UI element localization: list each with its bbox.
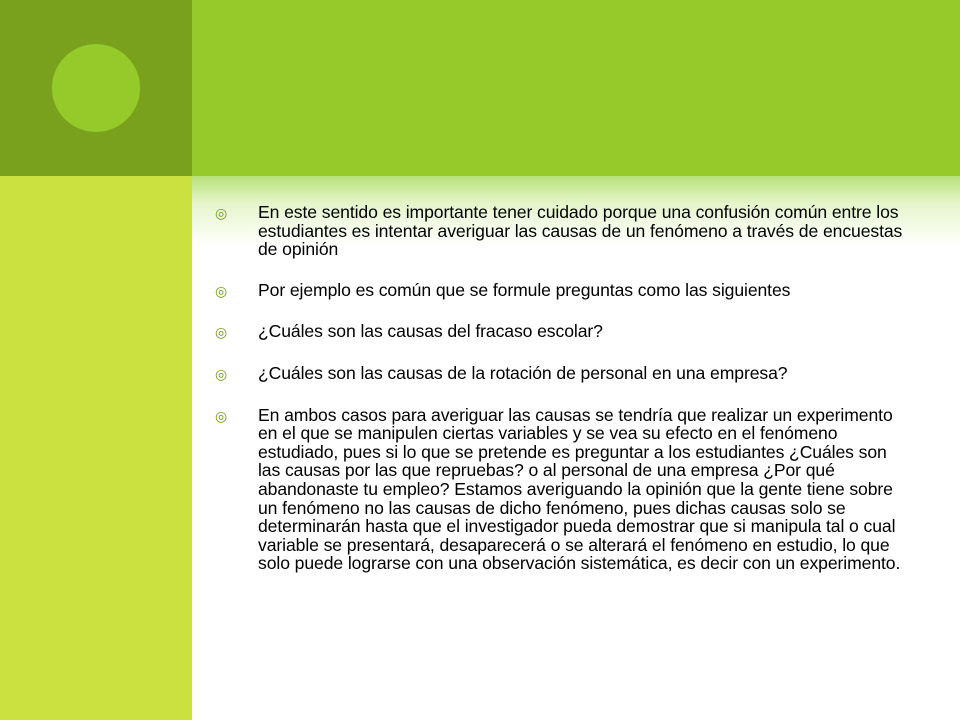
bullet-text: ¿Cuáles son las causas de la rotación de personal en una empresa? <box>258 362 788 383</box>
bullet-item <box>215 364 905 384</box>
ring-bullet-icon: ◎ <box>215 407 228 424</box>
bullet-text: En ambos casos para averiguar las causas se tendría que realizar un experimento en el que se manipulen ciertas variables y se vea su efecto en el fenómeno estudiado, pues si lo que se pretende es preguntar a los estudiantes ¿Cuáles son las causas por las que repruebas? o al personal de una empresa ¿Por qué abandonaste tu empleo? Estamos averiguando la opinión que la gente tiene sobre un fenómeno no las causas de dicho fenómeno, pues dichas causas solo se determinarán hasta que el investigador pueda demostrar que si manipula tal o cual variable se presentará, desaparecerá o se alterará el fenómeno en estudio, lo que solo puede lograrse con una observación sistemática, es decir con un experimento. <box>258 404 901 574</box>
bullet-text: En este sentido es importante tener cuidado porque una confusión común entre los estudiantes es intentar averiguar las causas de un fenómeno a través de encuestas de opinión <box>258 202 903 260</box>
title-band <box>192 0 960 176</box>
left-sidebar-panel <box>0 176 192 720</box>
bullet-item <box>215 203 905 259</box>
slide-body <box>215 203 905 595</box>
ring-bullet-icon: ◎ <box>215 324 228 341</box>
bullet-text: Por ejemplo es común que se formule preguntas como las siguientes <box>258 279 791 300</box>
bullet-item <box>215 322 905 342</box>
ring-bullet-icon: ◎ <box>215 365 228 382</box>
bullet-item <box>215 281 905 301</box>
decorative-circle <box>52 44 140 132</box>
ring-bullet-icon: ◎ <box>215 282 228 299</box>
bullet-item <box>215 406 905 573</box>
bullet-text: ¿Cuáles son las causas del fracaso escolar? <box>258 321 603 342</box>
ring-bullet-icon: ◎ <box>215 205 228 221</box>
